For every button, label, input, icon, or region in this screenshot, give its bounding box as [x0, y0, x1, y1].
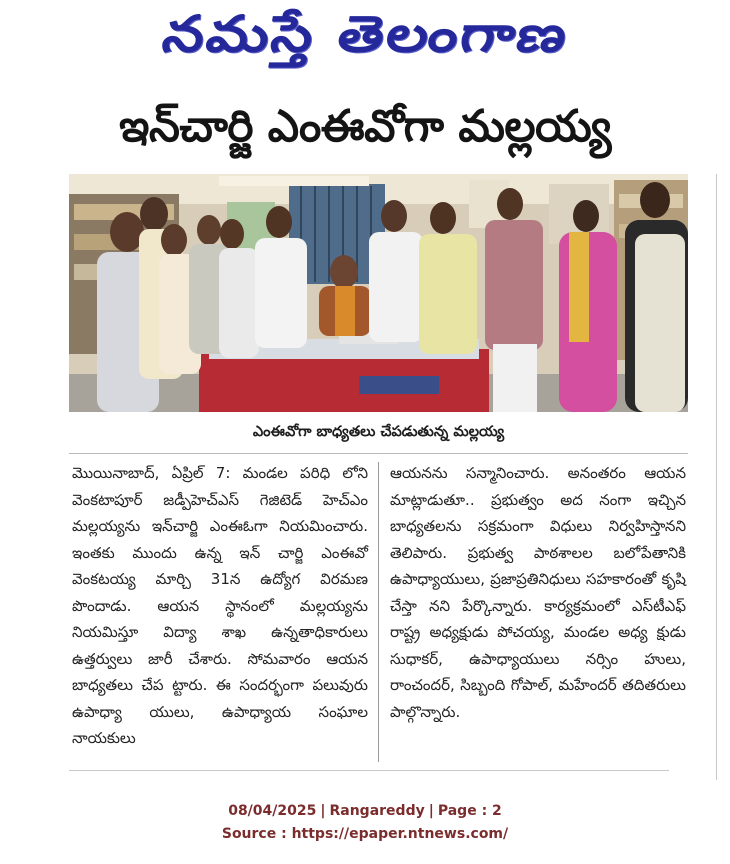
footer-separator: |	[428, 803, 434, 819]
right-border-rule	[716, 174, 717, 780]
footer-meta	[0, 800, 730, 823]
masthead	[0, 4, 730, 76]
article-body-left-column	[72, 460, 368, 766]
article-headline	[0, 102, 730, 162]
photo-caption: ఎంఈవోగా బాధ్యతలు చేపడుతున్న మల్లయ్య	[252, 423, 505, 440]
article-body-left: మొయినాబాద్, ఏప్రిల్ 7: మండల పరిధి లోని వెంకటాపూర్ జడ్పీహెచ్ఎస్ గెజిటెడ్ హెచ్ఎం మల్లయ్యను ఇన్‌చార్జి ఎంఈఓగా నియమించారు. ఇంతకు ముందు ఉన్న ఇన్ చార్జి ఎంఈవో వెంకటయ్య మార్చి 31న ఉద్యోగ విరమణ పొందాడు. ఆయన స్థానంలో మల్లయ్యను నియమిస్తూ విద్యా శాఖ ఉన్నతాధికారులు ఉత్తర్వులు జారీ చేశారు. సోమవారం ఆయన బాధ్యతలు చేప ట్టారు. ఈ సందర్భంగా పలువురు ఉపాధ్యా యులు, ఉపాధ్యాయ సంఘాల నాయకులు	[72, 464, 368, 747]
article-body-right-column	[390, 460, 686, 766]
newspaper-title: నమస్తే తెలంగాణ	[158, 4, 574, 63]
footer-source: Source : https://epaper.ntnews.com/	[221, 826, 509, 842]
footer-separator: |	[320, 803, 326, 819]
footer-edition: Rangareddy	[329, 803, 425, 819]
clipping-footer	[0, 800, 730, 846]
news-photo	[69, 174, 688, 412]
article-body-right: ఆయనను సన్మానించారు. అనంతరం ఆయన మాట్లాడుతూ.. ప్రభుత్వం అద నంగా ఇచ్చిన బాధ్యతలను సక్రమంగా విధులు నిర్వహిస్తానని తెలిపారు. ప్రభుత్వ పాఠశాలల బలోపేతానికి ఉపాధ్యాయులు, ప్రజాప్రతినిధులు సహకారంతో కృషి చేస్తా నని పేర్కొన్నారు. కార్యక్రమంలో ఎస్‌టీఎఫ్ రాష్ట్ర అధ్యక్షుడు పోచయ్య, మండల అధ్య క్షుడు సుధాకర్, ఉపాధ్యాయులు నర్సిం హులు, రాంచందర్, సిబ్బంది గోపాల్, మహేందర్ తదితరులు పాల్గొన్నారు.	[390, 464, 686, 721]
footer-date: 08/04/2025	[228, 803, 317, 819]
photo-caption-box	[69, 414, 688, 454]
footer-page: Page : 2	[437, 803, 502, 819]
headline-text: ఇన్‌చార్జి ఎంఈవోగా మల్లయ్య	[119, 101, 611, 152]
bottom-border-rule	[69, 770, 669, 771]
column-divider	[378, 462, 379, 762]
